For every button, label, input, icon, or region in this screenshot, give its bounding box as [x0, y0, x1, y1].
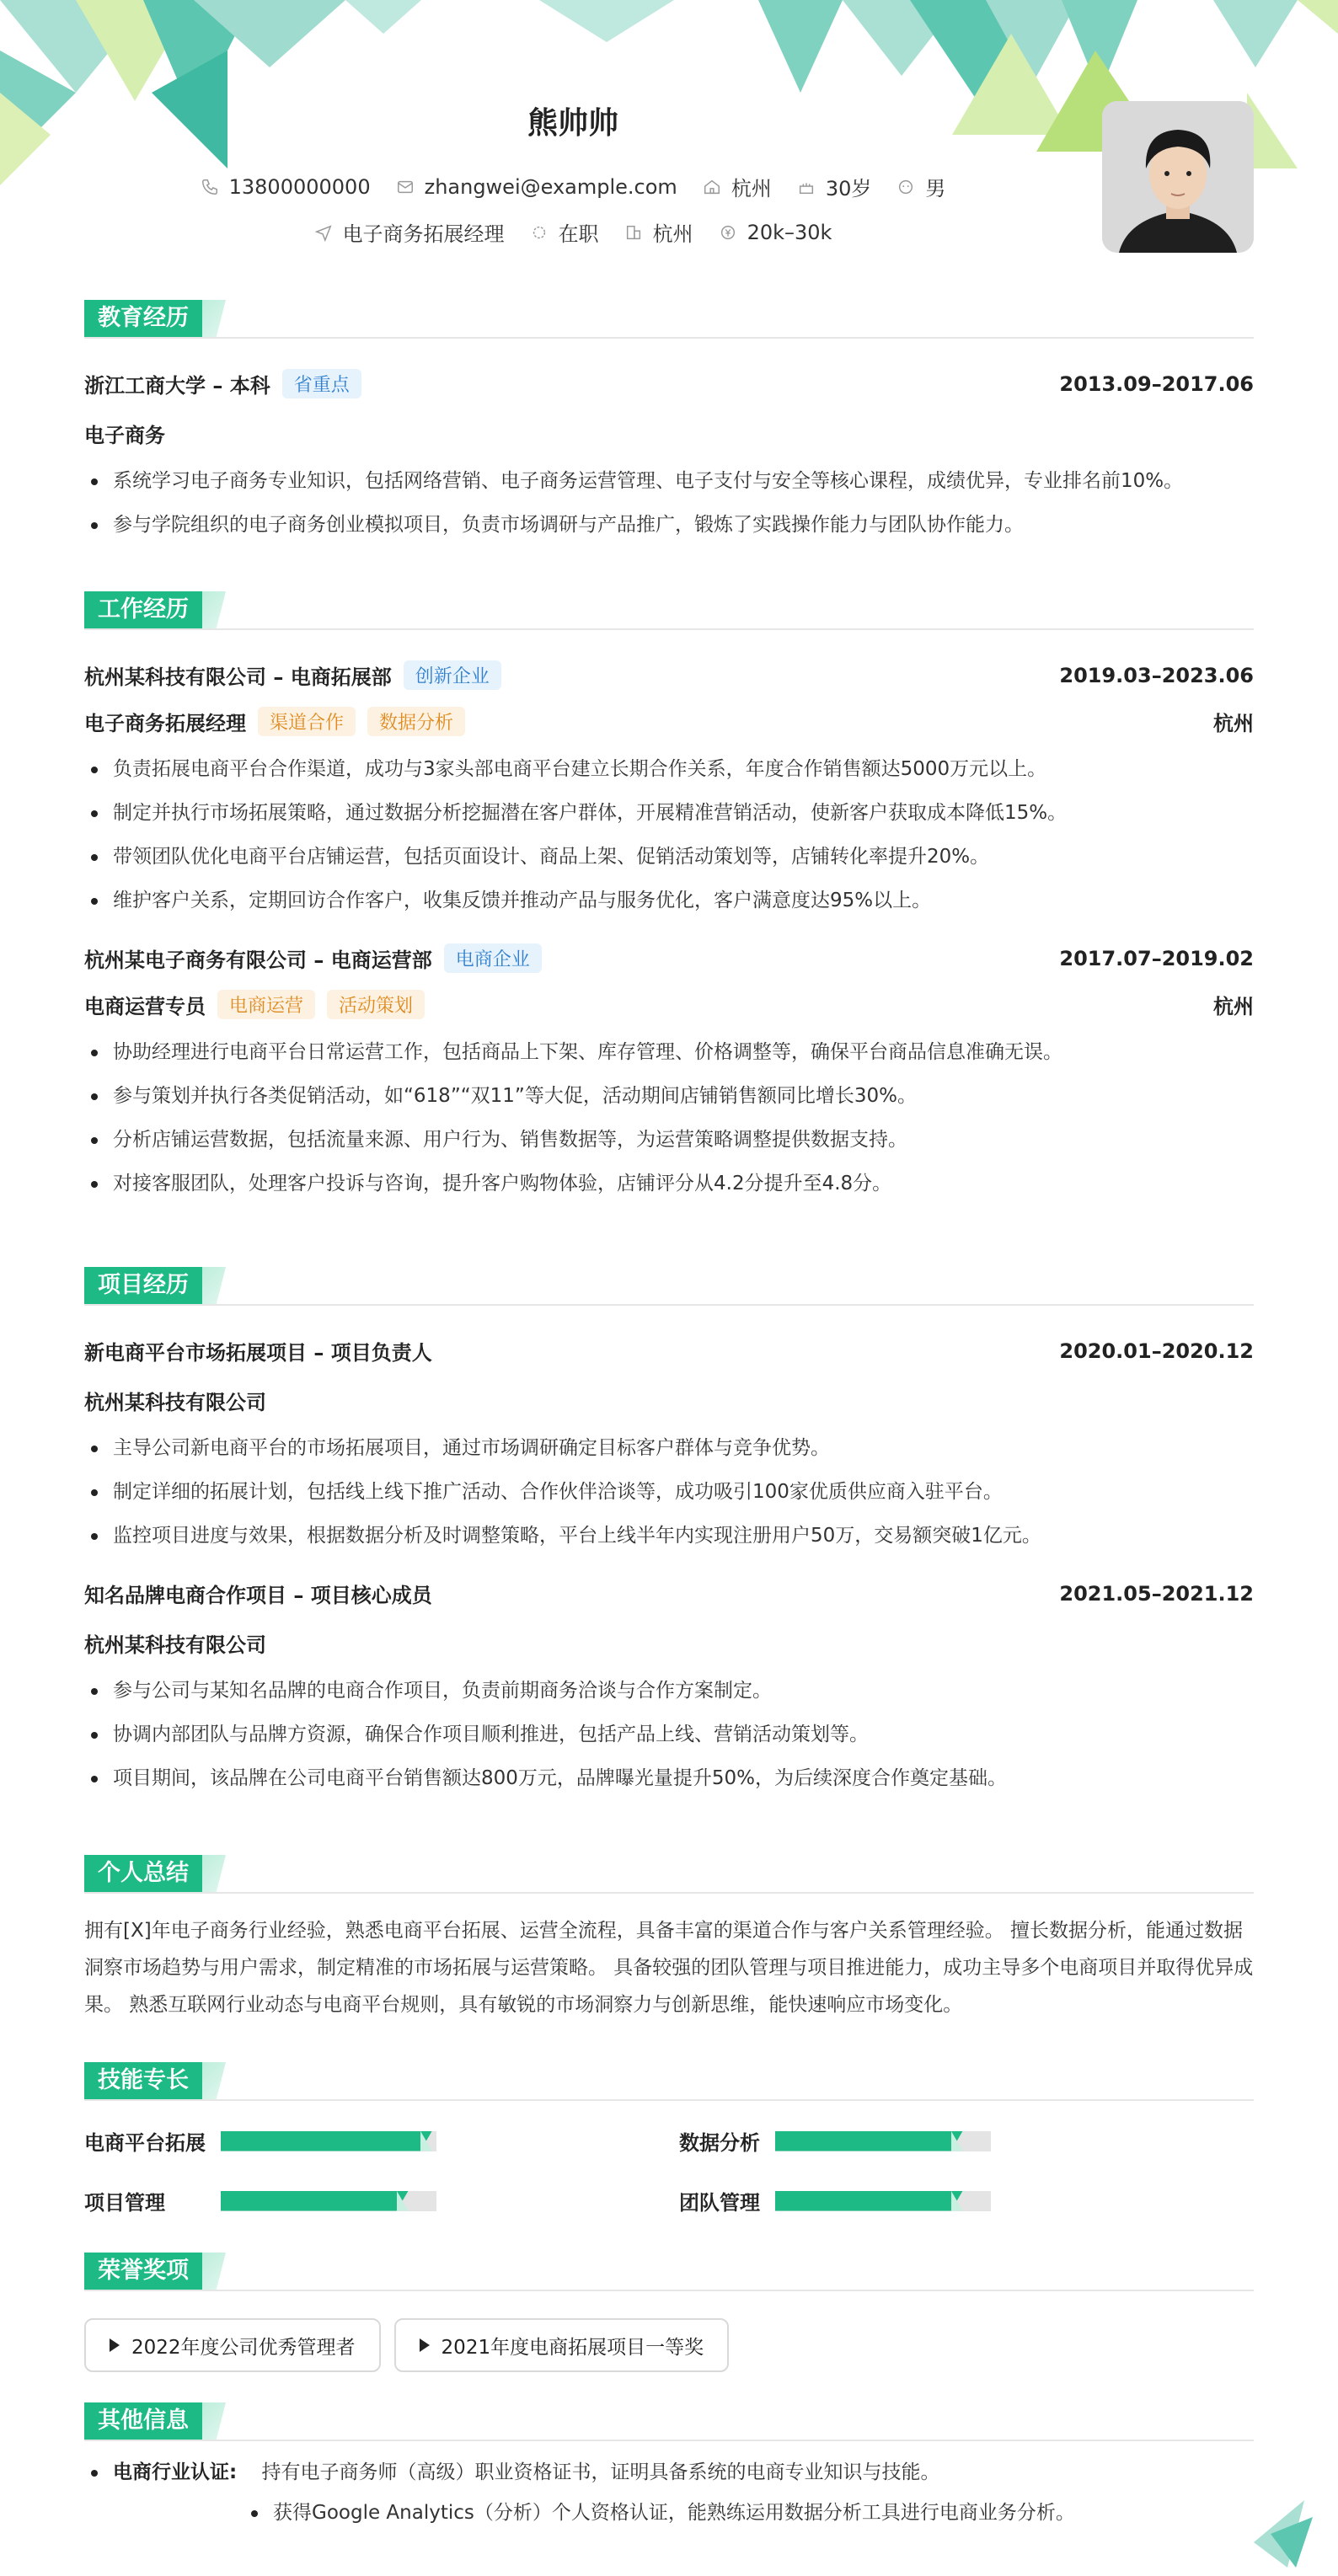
major-name: 电子商务	[84, 424, 165, 447]
email-address: zhangwei@example.com	[424, 174, 677, 199]
list-item: 带领团队优化电商平台店铺运营，包括页面设计、商品上架、促销活动策划等，店铺转化率提升20%。	[84, 842, 1254, 871]
company-tag: 创新企业	[404, 660, 501, 690]
project-org: 杭州某科技有限公司	[84, 1391, 266, 1414]
skill-bar	[775, 2131, 991, 2151]
education-list	[84, 467, 1254, 539]
location-info	[703, 172, 772, 201]
list-item: 负责拓展电商平台合作渠道，成功与3家头部电商平台建立长期合作关系，年度合作销售额达5000万元以上。	[84, 755, 1254, 783]
job-period: 2017.07–2019.02	[1059, 946, 1254, 970]
avatar	[1102, 101, 1254, 253]
age-text: 30岁	[825, 177, 872, 200]
building-icon	[624, 223, 643, 242]
company-tag: 电商企业	[444, 943, 542, 973]
company-name: 杭州某科技有限公司 – 电商拓展部	[84, 665, 392, 689]
summary-header	[84, 1855, 1254, 1894]
skills-section	[84, 2062, 1254, 2215]
project-name: 知名品牌电商合作项目 – 项目核心成员	[84, 1584, 432, 1607]
skill-bar	[775, 2191, 991, 2211]
other-list	[84, 2458, 1254, 2487]
list-item: 参与学院组织的电子商务创业模拟项目，负责市场调研与产品推广，锻炼了实践操作能力与团队协作能力。	[84, 510, 1254, 539]
send-icon	[314, 223, 333, 242]
cert-label: 电商行业认证:	[113, 2461, 238, 2483]
role-name: 电商运营专员	[84, 995, 206, 1018]
cert-text: 持有电子商务师（高级）职业资格证书，证明具备系统的电商专业知识与技能。	[261, 2461, 940, 2483]
awards-list	[84, 2318, 1254, 2372]
company-name: 杭州某电子商务有限公司 – 电商运营部	[84, 949, 432, 972]
list-item: 制定并执行市场拓展策略，通过数据分析挖掘潜在客户群体，开展精准营销活动，使新客户获取成本降低15%。	[84, 799, 1254, 827]
role-row	[84, 707, 1254, 736]
gender-info	[896, 172, 945, 201]
role-tag: 数据分析	[367, 707, 465, 736]
school-tag: 省重点	[282, 369, 361, 398]
major-row	[84, 419, 1254, 448]
skills-header	[84, 2062, 1254, 2101]
section-title: 项目经历	[84, 1267, 202, 1304]
contact-row	[0, 172, 1146, 201]
phone-info	[201, 172, 371, 201]
project-org: 杭州某科技有限公司	[84, 1633, 266, 1657]
role-tag: 活动策划	[327, 990, 425, 1019]
job-city: 杭州	[1213, 712, 1254, 735]
gender-text: 男	[925, 177, 946, 200]
status-info	[530, 217, 599, 247]
job-intent-row	[0, 217, 1146, 247]
phone-number: 13800000000	[228, 174, 371, 199]
job-city: 杭州	[1213, 995, 1254, 1018]
phone-icon	[201, 178, 219, 196]
job-row	[84, 943, 1254, 973]
list-item: 对接客服团队，处理客户投诉与咨询，提升客户购物体验，店铺评分从4.2分提升至4.8分。	[84, 1169, 1254, 1198]
list-item: 分析店铺运营数据，包括流量来源、用户行为、销售数据等，为运营策略调整提供数据支持。	[84, 1125, 1254, 1154]
summary-text: 拥有[X]年电子商务行业经验，熟悉电商平台拓展、运营全流程，具备丰富的渠道合作与客户关系管理经验。 擅长数据分析，能通过数据洞察市场趋势与用户需求，制定精准的市场拓展与运营策略。 具备较强的团队管理与项目推进能力，成功主导多个电商项目并取得优异成果。 熟悉互联网行业动态与电商平台规则，具有敏锐的市场洞察力与创新思维，能快速响应市场变化。	[84, 1920, 1254, 2016]
projects-section	[84, 1267, 1254, 1808]
skill-item	[84, 2186, 679, 2215]
skills-grid	[84, 2126, 1254, 2215]
play-icon	[420, 2338, 430, 2352]
list-item: 项目期间，该品牌在公司电商平台销售额达800万元，品牌曝光量提升50%，为后续深度合作奠定基础。	[84, 1764, 1254, 1793]
job-duties	[84, 755, 1254, 915]
list-item: 参与策划并执行各类促销活动，如“618”“双11”等大促，活动期间店铺销售额同比增长30%。	[84, 1082, 1254, 1110]
education-section	[84, 300, 1254, 554]
job-row	[84, 660, 1254, 690]
age-icon	[797, 178, 816, 196]
project-list	[84, 1434, 1254, 1550]
project-row	[84, 1336, 1254, 1365]
job-duties	[84, 1038, 1254, 1198]
list-item: 主导公司新电商平台的市场拓展项目，通过市场调研确定目标客户群体与竞争优势。	[84, 1434, 1254, 1462]
list-item: 获得Google Analytics（分析）个人资格认证，能熟练运用数据分析工具进行电商业务分析。	[244, 2499, 1254, 2527]
home-icon	[703, 178, 721, 196]
other-sublist	[244, 2499, 1254, 2527]
list-item: 系统学习电子商务专业知识，包括网络营销、电子商务运营管理、电子支付与安全等核心课程，成绩优异，专业排名前10%。	[84, 467, 1254, 495]
salary-range: 20k–30k	[747, 220, 832, 244]
section-title: 荣誉奖项	[84, 2253, 202, 2290]
status-icon	[530, 223, 549, 242]
skill-item	[679, 2126, 1254, 2156]
education-header	[84, 300, 1254, 339]
employment-status: 在职	[558, 222, 599, 246]
other-header	[84, 2402, 1254, 2441]
job-period: 2019.03–2023.06	[1059, 663, 1254, 687]
target-position: 电子商务拓展经理	[342, 222, 505, 246]
education-period: 2013.09–2017.06	[1059, 371, 1254, 396]
skill-name: 团队管理	[679, 2191, 760, 2215]
project-list	[84, 1676, 1254, 1793]
target-position-info	[314, 217, 505, 247]
section-title: 其他信息	[84, 2402, 202, 2440]
project-period: 2020.01–2020.12	[1059, 1339, 1254, 1363]
honors-header	[84, 2253, 1254, 2291]
skill-item	[679, 2186, 1254, 2215]
work-header	[84, 591, 1254, 630]
section-title: 技能专长	[84, 2062, 202, 2099]
role-tag: 渠道合作	[258, 707, 356, 736]
project-org-row	[84, 1628, 1254, 1658]
target-city: 杭州	[652, 222, 693, 246]
list-item: 协助经理进行电商平台日常运营工作，包括商品上下架、库存管理、价格调整等，确保平台商品信息准确无误。	[84, 1038, 1254, 1066]
skill-name: 数据分析	[679, 2131, 760, 2155]
section-title: 教育经历	[84, 300, 202, 337]
mail-icon	[396, 178, 415, 196]
list-item: 监控项目进度与效果，根据数据分析及时调整策略，平台上线半年内实现注册用户50万，交易额突破1亿元。	[84, 1521, 1254, 1550]
award-name: 2021年度电商拓展项目一等奖	[441, 2336, 704, 2359]
work-section	[84, 591, 1254, 1213]
location-text: 杭州	[731, 177, 772, 200]
list-item: 参与公司与某知名品牌的电商合作项目，负责前期商务洽谈与合作方案制定。	[84, 1676, 1254, 1705]
gender-icon	[896, 178, 915, 196]
school-name: 浙江工商大学 – 本科	[84, 374, 270, 398]
other-section	[84, 2402, 1254, 2542]
project-name: 新电商平台市场拓展项目 – 项目负责人	[84, 1341, 432, 1365]
role-name: 电子商务拓展经理	[84, 712, 246, 735]
award-name: 2022年度公司优秀管理者	[131, 2336, 356, 2359]
honors-section	[84, 2253, 1254, 2372]
award-item	[84, 2318, 381, 2372]
email-info	[396, 172, 677, 201]
skill-item	[84, 2126, 679, 2156]
corner-decoration	[1254, 2500, 1321, 2568]
list-item	[84, 2458, 1254, 2487]
award-item	[394, 2318, 730, 2372]
section-title: 工作经历	[84, 591, 202, 628]
role-tag: 电商运营	[217, 990, 315, 1019]
salary-icon	[719, 223, 737, 242]
project-row	[84, 1579, 1254, 1608]
skill-bar	[221, 2191, 436, 2211]
play-icon	[110, 2338, 120, 2352]
summary-section	[84, 1855, 1254, 2023]
projects-header	[84, 1267, 1254, 1306]
salary-info	[719, 217, 832, 247]
target-city-info	[624, 217, 693, 247]
candidate-name: 熊帅帅	[527, 106, 618, 141]
section-title: 个人总结	[84, 1855, 202, 1892]
list-item: 制定详细的拓展计划，包括线上线下推广活动、合作伙伴洽谈等，成功吸引100家优质供应商入驻平台。	[84, 1478, 1254, 1506]
age-info	[797, 172, 872, 201]
list-item: 协调内部团队与品牌方资源，确保合作项目顺利推进，包括产品上线、营销活动策划等。	[84, 1720, 1254, 1749]
project-org-row	[84, 1386, 1254, 1415]
skill-name: 电商平台拓展	[84, 2131, 206, 2155]
role-row	[84, 990, 1254, 1019]
skill-bar	[221, 2131, 436, 2151]
education-row	[84, 369, 1254, 398]
list-item: 维护客户关系，定期回访合作客户，收集反馈并推动产品与服务优化，客户满意度达95%以上。	[84, 886, 1254, 915]
skill-name: 项目管理	[84, 2191, 165, 2215]
project-period: 2021.05–2021.12	[1059, 1581, 1254, 1606]
